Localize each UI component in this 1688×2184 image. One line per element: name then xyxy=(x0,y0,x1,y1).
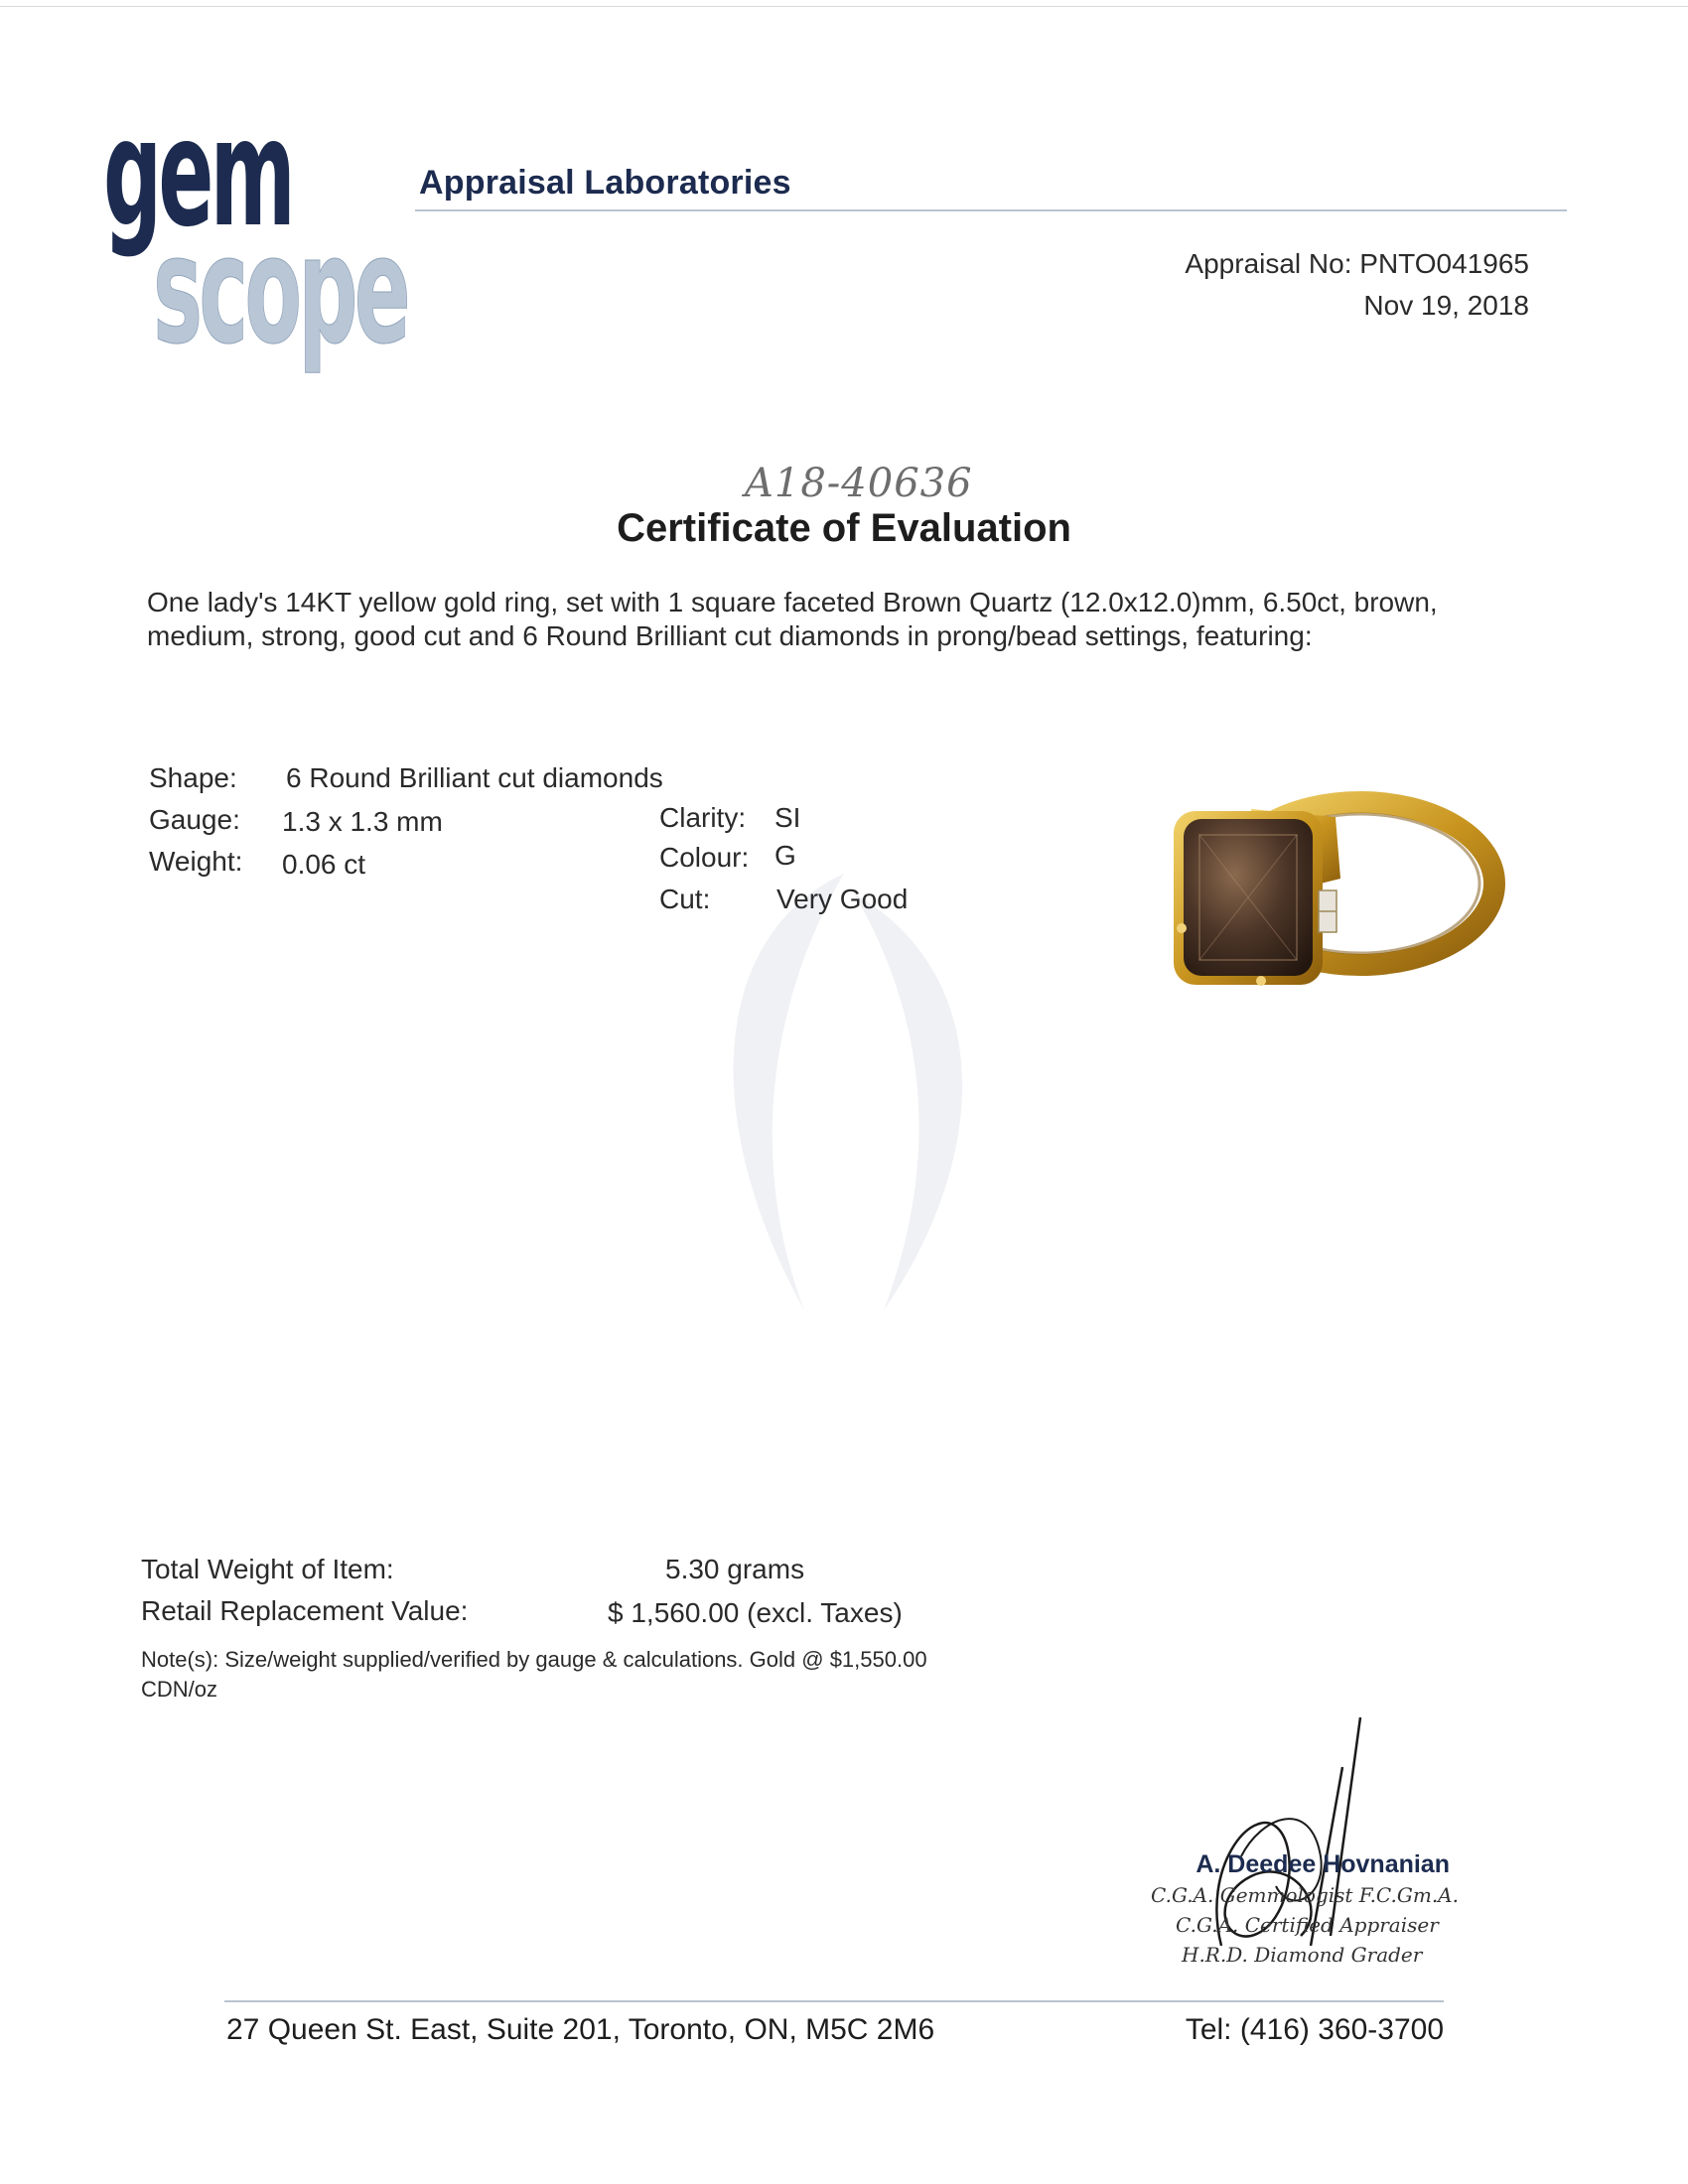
ring-photo xyxy=(1152,769,1509,1037)
logo-text-bottom: scope xyxy=(153,205,408,377)
logo-text-top: gem xyxy=(103,87,292,260)
cut-value: Very Good xyxy=(776,884,909,914)
gauge-label: Gauge: xyxy=(149,804,240,835)
document-title: Certificate of Evaluation xyxy=(617,506,1071,550)
weight-value: 0.06 ct xyxy=(282,849,366,880)
shape-value: 6 Round Brilliant cut diamonds xyxy=(286,762,663,793)
total-weight-label: Total Weight of Item: xyxy=(141,1554,394,1584)
item-description: One lady's 14KT yellow gold ring, set with 1 square faceted Brown Quartz (12.0x12.0)mm, 6.50ct, brown, medium, strong, good cut and 6 Round Brilliant cut diamonds in prong/bead settings, featuring: xyxy=(147,587,1438,651)
shape-label: Shape: xyxy=(149,762,237,793)
appraisal-number: Appraisal No: PNTO041965 xyxy=(1185,248,1529,279)
top-edge-rule xyxy=(0,6,1688,7)
retail-value-label: Retail Replacement Value: xyxy=(141,1595,469,1626)
watermark-emblem xyxy=(655,854,1033,1330)
gauge-value: 1.3 x 1.3 mm xyxy=(282,806,443,837)
appraisal-date: Nov 19, 2018 xyxy=(1363,290,1529,321)
header-rule xyxy=(415,209,1567,211)
signer-name: A. Deedee Hovnanian xyxy=(1196,1850,1450,1878)
handwritten-reference: A18-40636 xyxy=(745,461,973,506)
retail-value: $ 1,560.00 (excl. Taxes) xyxy=(608,1597,903,1628)
colour-label: Colour: xyxy=(659,842,750,873)
lab-telephone: Tel: (416) 360-3700 xyxy=(1185,2013,1444,2046)
footer-rule xyxy=(224,2000,1444,2002)
gemscope-logo xyxy=(99,87,417,377)
weight-label: Weight: xyxy=(149,846,243,877)
lab-title: Appraisal Laboratories xyxy=(419,164,791,202)
total-weight-value: 5.30 grams xyxy=(665,1554,805,1584)
valuation-note: Note(s): Size/weight supplied/verified by gauge & calculations. Gold @ $1,550.00 CDN/oz xyxy=(141,1647,927,1702)
signer-credential-2: C.G.A. Certified Appraiser xyxy=(1176,1913,1439,1937)
signer-credential-3: H.R.D. Diamond Grader xyxy=(1182,1943,1423,1967)
clarity-value: SI xyxy=(774,802,801,833)
colour-value: G xyxy=(774,840,796,871)
cut-label: Cut: xyxy=(659,884,711,914)
lab-address: 27 Queen St. East, Suite 201, Toronto, ON, M5C 2M6 xyxy=(226,2013,935,2046)
signer-credential-1: C.G.A. Gemmologist F.C.Gm.A. xyxy=(1151,1883,1459,1907)
clarity-label: Clarity: xyxy=(659,802,747,833)
